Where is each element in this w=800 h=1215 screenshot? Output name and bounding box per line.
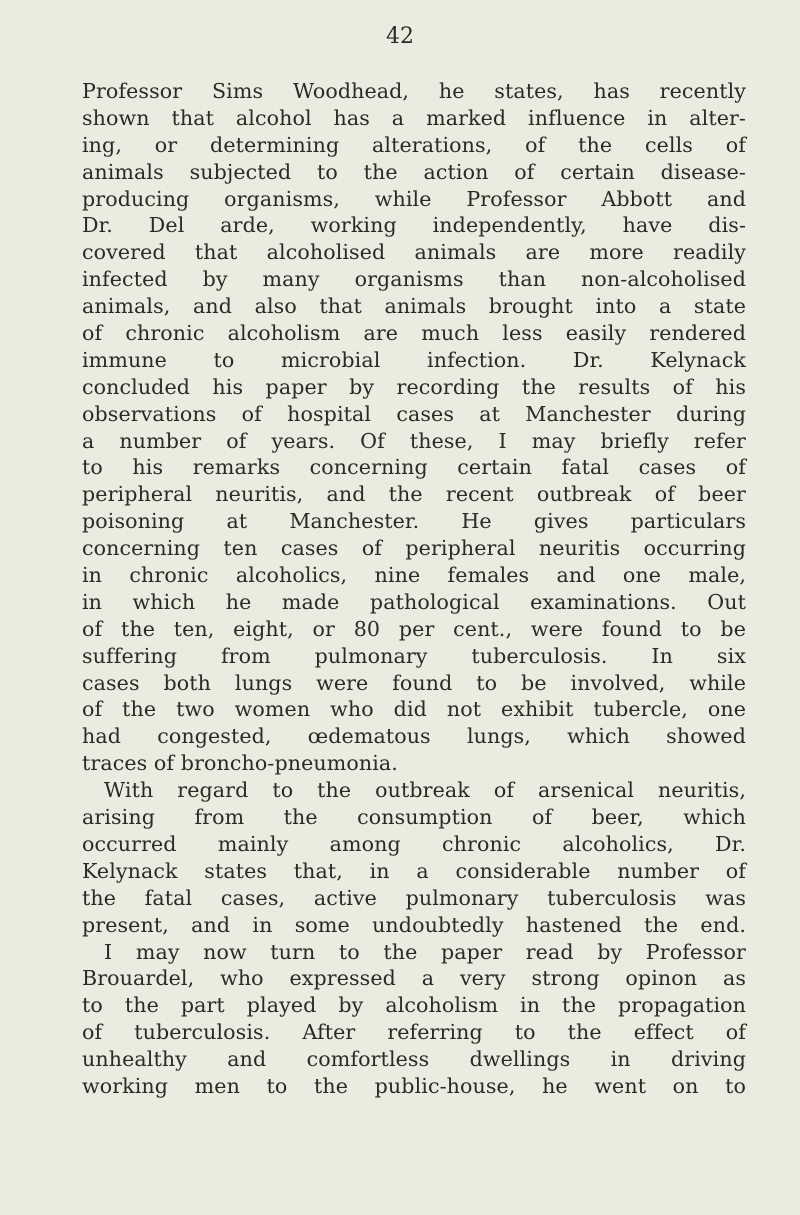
page-number: 42 — [386, 24, 414, 49]
text-line: occurred mainly among chronic alcoholics, Dr. — [82, 831, 746, 856]
text-line: infected by many organisms than non-alcoholised — [82, 267, 746, 292]
text-line: peripheral neuritis, and the recent outbreak of beer — [82, 482, 746, 507]
text-line: to his remarks concerning certain fatal cases of — [82, 455, 746, 480]
text-line: concluded his paper by recording the results of his — [82, 374, 746, 399]
text-line: a number of years. Of these, I may briefly refer — [82, 428, 746, 453]
text-line: concerning ten cases of peripheral neuritis occurring — [82, 536, 746, 561]
text-line: Brouardel, who expressed a very strong opinon as — [82, 966, 746, 991]
text-line: of tuberculosis. After referring to the effect of — [82, 1020, 746, 1045]
text-line: had congested, œdematous lungs, which showed — [82, 724, 746, 749]
text-line: arising from the consumption of beer, which — [82, 805, 746, 830]
text-line: of the two women who did not exhibit tubercle, one — [82, 697, 746, 722]
text-line: shown that alcohol has a marked influence in alter- — [82, 105, 746, 130]
text-line: Professor Sims Woodhead, he states, has recently — [82, 79, 746, 103]
text-line: poisoning at Manchester. He gives particulars — [82, 509, 746, 534]
text-line: ing, or determining alterations, of the cells of — [82, 132, 746, 157]
text-line: cases both lungs were found to be involved, while — [82, 670, 746, 695]
text-line: in chronic alcoholics, nine females and one male, — [82, 563, 746, 588]
text-line: observations of hospital cases at Manchester during — [82, 401, 746, 426]
text-line: in which he made pathological examinations. Out — [82, 589, 746, 614]
text-line: traces of broncho-pneumonia. — [82, 751, 398, 776]
text-line: Dr. Del arde, working independently, have dis- — [82, 213, 746, 238]
text-line: immune to microbial infection. Dr. Kelynack — [82, 347, 746, 372]
text-line: animals, and also that animals brought into a state — [82, 294, 746, 319]
text-line: unhealthy and comfortless dwellings in driving — [82, 1047, 746, 1072]
text-line: working men to the public-house, he went on to — [82, 1073, 746, 1098]
body-text — [82, 78, 746, 1100]
text-line: present, and in some undoubtedly hastened the end. — [82, 912, 746, 937]
text-line: to the part played by alcoholism in the propagation — [82, 993, 746, 1018]
text-line: suffering from pulmonary tuberculosis. In six — [82, 643, 746, 668]
text-line: Kelynack states that, in a considerable number of — [82, 858, 746, 883]
text-line: producing organisms, while Professor Abbott and — [82, 186, 746, 211]
text-line: of the ten, eight, or 80 per cent., were found to be — [82, 616, 746, 641]
text-line: With regard to the outbreak of arsenical neuritis, — [104, 778, 746, 803]
text-line: the fatal cases, active pulmonary tuberculosis was — [82, 885, 746, 910]
text-line: I may now turn to the paper read by Professor — [104, 939, 746, 964]
text-line: animals subjected to the action of certain disease- — [82, 159, 746, 184]
text-line: covered that alcoholised animals are more readily — [82, 240, 746, 265]
text-line: of chronic alcoholism are much less easily rendered — [82, 321, 746, 346]
